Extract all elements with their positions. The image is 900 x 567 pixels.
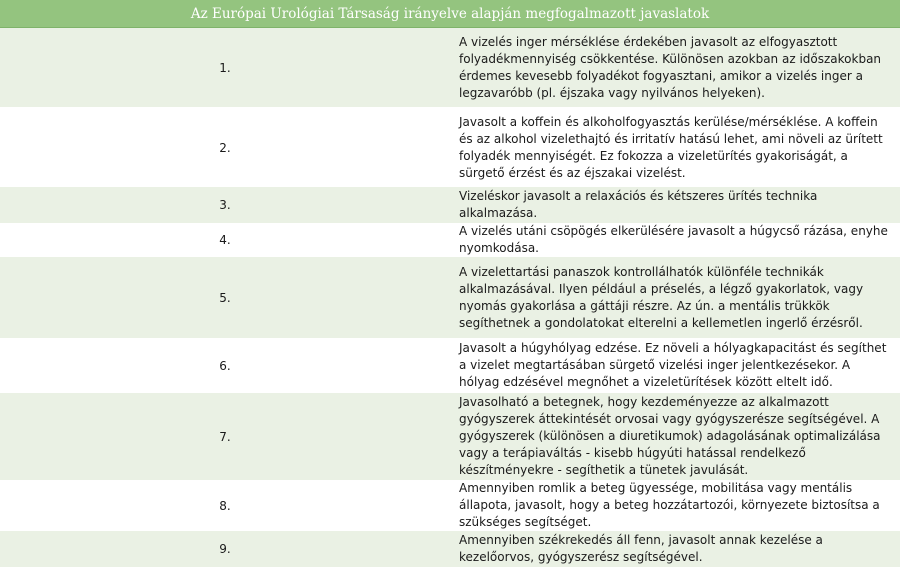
row-text: A vizelettartási panaszok kontrollálhatók különféle technikák alkalmazásával. Ilyen például a préselés, a légző gyakorlatok, vagy nyomás gyakorlása a gáttáji részre. Az ún. a mentális trükkök segíthetnek a gondolatokat elterelni a kellemetlen ingerlő érzésről. — [450, 258, 900, 338]
table-header-row — [0, 0, 900, 28]
table-row — [0, 338, 900, 394]
row-text: Vizeléskor javasolt a relaxációs és kétszeres ürítés technika alkalmazása. — [450, 188, 900, 223]
row-number: 4. — [0, 223, 450, 258]
table-row — [0, 223, 900, 258]
row-text: Javasolt a koffein és alkoholfogyasztás kerülése/mérséklése. A koffein és az alkohol vizelethajtó és irritatív hatású lehet, ami növeli az ürített folyadék mennyiségét. Ez fokozza a vizeletürítés gyakoriságát, a sürgető érzést és az éjszakai vizelést. — [450, 108, 900, 188]
row-number: 1. — [0, 28, 450, 108]
row-text: Amennyiben romlik a beteg ügyessége, mobilitása vagy mentális állapota, javasolt, hogy a beteg hozzátartozói, környezete biztosítsa a szükséges segítséget. — [450, 480, 900, 532]
table-row — [0, 108, 900, 188]
row-text: Amennyiben székrekedés áll fenn, javasolt annak kezelése a kezelőorvos, gyógyszerész segítségével. — [450, 532, 900, 567]
row-text: Javasolt a húgyhólyag edzése. Ez növeli a hólyagkapacitást és segíthet a vizelet megtartásában sürgető vizelési inger jelentkezésekor. A hólyag edzésével megnőhet a vizeletürítések között eltelt idő. — [450, 338, 900, 394]
table-row — [0, 532, 900, 567]
table-row — [0, 188, 900, 223]
row-number: 7. — [0, 394, 450, 480]
row-text: A vizelés inger mérséklése érdekében javasolt az elfogyasztott folyadékmennyiség csökkentése. Különösen azokban az időszakokban érdemes kevesebb folyadékot fogyasztani, amikor a vizelés inger a legzavaróbb (pl. éjszaka vagy nyilvános helyeken). — [450, 28, 900, 108]
table-row — [0, 480, 900, 532]
row-number: 6. — [0, 338, 450, 394]
row-number: 9. — [0, 532, 450, 567]
table-title: Az Európai Urológiai Társaság irányelve alapján megfogalmazott javaslatok — [0, 0, 900, 28]
table-row — [0, 394, 900, 480]
row-number: 8. — [0, 480, 450, 532]
row-text: A vizelés utáni csöpögés elkerülésére javasolt a húgycső rázása, enyhe nyomkodása. — [450, 223, 900, 258]
table-row — [0, 28, 900, 108]
row-text: Javasolható a betegnek, hogy kezdeményezze az alkalmazott gyógyszerek áttekintését orvosai vagy gyógyszerésze segítségével. A gyógyszerek (különösen a diuretikumok) adagolásának optimalizálása vagy a terápiaváltás - kisebb húgyúti hatással rendelkező készítményekre - segíthetik a tünetek javulását. — [450, 394, 900, 480]
row-number: 3. — [0, 188, 450, 223]
table-row — [0, 258, 900, 338]
row-number: 5. — [0, 258, 450, 338]
row-number: 2. — [0, 108, 450, 188]
